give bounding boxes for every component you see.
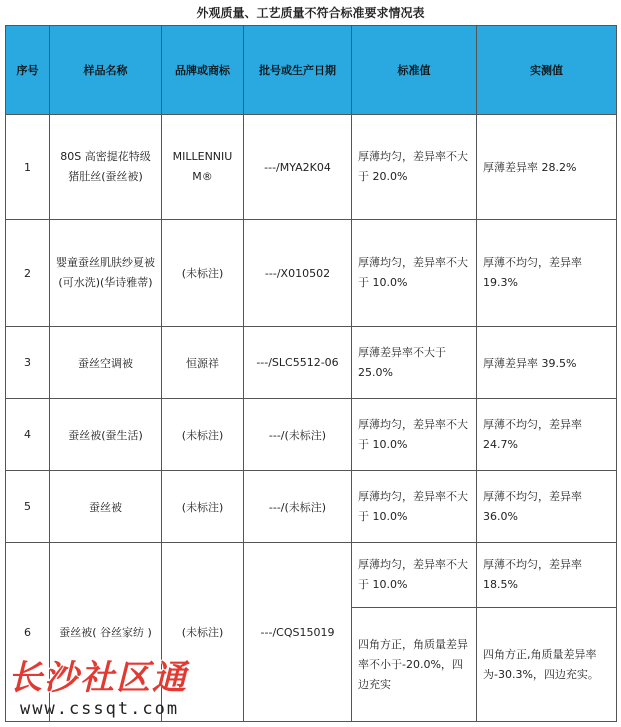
header-sample-name: 样品名称 xyxy=(50,26,162,115)
row-batch: ---/X010502 xyxy=(244,220,352,327)
watermark-url: www.cssqt.com xyxy=(20,699,180,719)
row-no: 2 xyxy=(6,220,50,327)
row-no: 3 xyxy=(6,327,50,399)
row-batch: ---/MYA2K04 xyxy=(244,115,352,220)
row-sample-name: 蚕丝被( 谷丝家纺 ) xyxy=(50,543,162,722)
row-batch: ---/CQS15019 xyxy=(244,543,352,722)
table-row xyxy=(6,471,617,543)
row-brand: MILLENNIUM® xyxy=(162,115,244,220)
row-brand: (未标注) xyxy=(162,543,244,722)
header-brand: 品牌或商标 xyxy=(162,26,244,115)
row-standard: 厚薄差异率不大于 25.0% xyxy=(352,327,477,399)
header-row xyxy=(6,26,617,115)
table-row xyxy=(6,543,617,608)
row-no: 5 xyxy=(6,471,50,543)
row-no: 1 xyxy=(6,115,50,220)
row-no: 6 xyxy=(6,543,50,722)
row-measured: 厚薄差异率 28.2% xyxy=(477,115,617,220)
table-row xyxy=(6,220,617,327)
row-brand: (未标注) xyxy=(162,220,244,327)
row-standard: 厚薄均匀，差异率不大于 10.0% xyxy=(352,471,477,543)
table-row xyxy=(6,399,617,471)
row-sample-name: 80S 高密提花特级猪肚丝(蚕丝被) xyxy=(50,115,162,220)
quality-table xyxy=(5,25,617,722)
row-batch: ---/SLC5512-06 xyxy=(244,327,352,399)
row-sample-name: 蚕丝被(蚕生活) xyxy=(50,399,162,471)
watermark-logo-text: 长沙社区通 xyxy=(8,658,188,698)
row-brand: (未标注) xyxy=(162,399,244,471)
row-measured: 厚薄不均匀，差异率 24.7% xyxy=(477,399,617,471)
row-no: 4 xyxy=(6,399,50,471)
row-brand: (未标注) xyxy=(162,471,244,543)
table-title: 外观质量、工艺质量不符合标准要求情况表 xyxy=(196,6,425,20)
row-standard-2: 四角方正，角质量差异率不小于-20.0%，四边充实 xyxy=(352,608,477,722)
row-sample-name: 婴童蚕丝肌肤纱夏被(可水洗)(华诗雅蒂) xyxy=(50,220,162,327)
row-brand: 恒源祥 xyxy=(162,327,244,399)
row-standard: 厚薄均匀，差异率不大于 10.0% xyxy=(352,220,477,327)
header-no: 序号 xyxy=(6,26,50,115)
header-measured: 实测值 xyxy=(477,26,617,115)
row-sample-name: 蚕丝被 xyxy=(50,471,162,543)
row-standard: 厚薄均匀，差异率不大于 10.0% xyxy=(352,543,477,608)
header-standard: 标准值 xyxy=(352,26,477,115)
row-standard: 厚薄均匀，差异率不大于 20.0% xyxy=(352,115,477,220)
row-measured: 厚薄不均匀，差异率 36.0% xyxy=(477,471,617,543)
table-row xyxy=(6,115,617,220)
row-sample-name: 蚕丝空调被 xyxy=(50,327,162,399)
watermark xyxy=(8,650,188,719)
row-measured: 厚薄差异率 39.5% xyxy=(477,327,617,399)
row-measured: 厚薄不均匀，差异率 18.5% xyxy=(477,543,617,608)
row-standard: 厚薄均匀，差异率不大于 10.0% xyxy=(352,399,477,471)
row-measured: 厚薄不均匀，差异率 19.3% xyxy=(477,220,617,327)
row-measured-2: 四角方正,角质量差异率为-30.3%，四边充实。 xyxy=(477,608,617,722)
table-row xyxy=(6,327,617,399)
row-batch: ---/(未标注) xyxy=(244,399,352,471)
row-batch: ---/(未标注) xyxy=(244,471,352,543)
header-batch: 批号或生产日期 xyxy=(244,26,352,115)
